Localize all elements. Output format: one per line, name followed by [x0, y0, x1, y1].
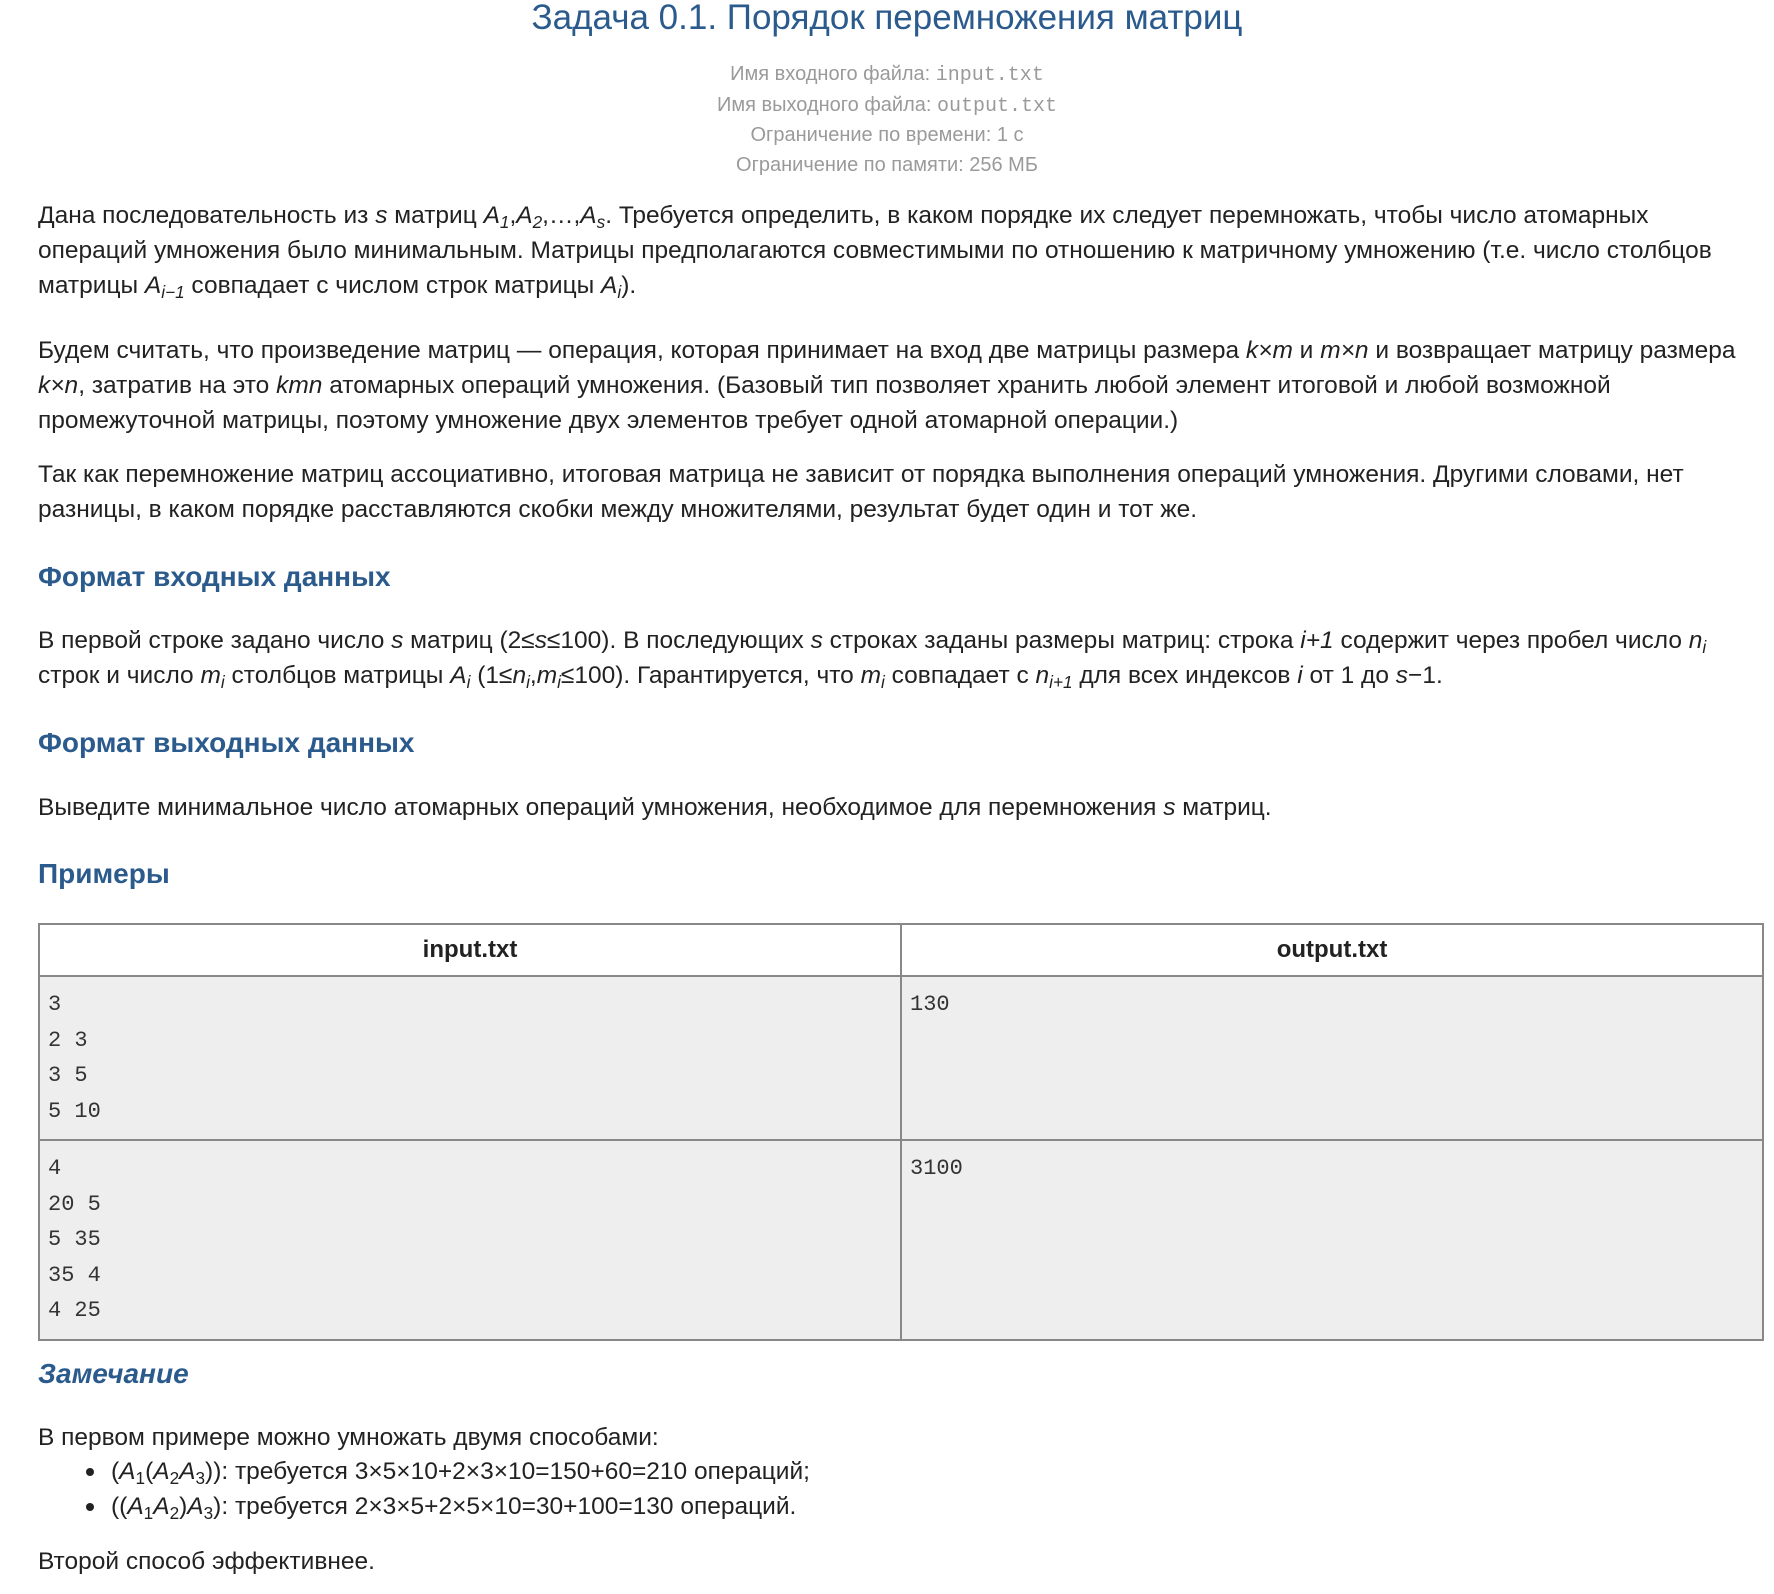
- note-bullet-list: [38, 1454, 810, 1524]
- memory-limit: Ограничение по памяти: 256 МБ: [736, 153, 1038, 176]
- input-file-line: Имя входного файла: input.txt: [730, 63, 1044, 87]
- output-column-header: output.txt: [901, 924, 1763, 976]
- note-intro: В первом примере можно умножать двумя способами:: [38, 1424, 659, 1451]
- input-file-name: input.txt: [935, 64, 1044, 87]
- statement-paragraph-3: Так как перемножение матриц ассоциативно, итоговая матрица не зависит от порядка выполнения операций умножения. Другими словами, нет разницы, в каком порядке расставляются скобки между множителями, результат будет один и тот же.: [38, 461, 1684, 523]
- time-limit: Ограничение по времени: 1 с: [750, 124, 1024, 146]
- example-row: [39, 1140, 1763, 1340]
- statement-paragraph-2: Будем считать, что произведение матриц — операция, которая принимает на вход две матрицы размера k×m и m×n и возвращает матрицу размера k×n, затратив на это kmn атомарных операций умножения. (Базовый тип позволяет хранить любой элемент итоговой и любой возможной промежуточной матрицы, поэтому умножение двух элементов требует одной атомарной операции.): [38, 337, 1736, 434]
- example-output-cell: [901, 976, 1763, 1140]
- note-bullet-2: $((A_1A_2)A_3)$: требуется 2×3×5+2×5×10=30+100=130 операций.: [38, 1489, 810, 1524]
- example-output-line: 3100: [910, 1156, 963, 1181]
- problem-title: Задача 0.1. Порядок перемножения матриц: [531, 0, 1243, 37]
- example-input-cell: [39, 976, 901, 1140]
- note-conclusion: Второй способ эффективнее.: [38, 1548, 375, 1575]
- example-output-cell: [901, 1140, 1763, 1340]
- example-input-line: 4 25: [48, 1298, 101, 1323]
- example-input-line: 20 5: [48, 1191, 101, 1217]
- example-input-line: 3 5: [48, 1063, 88, 1088]
- input-column-header: input.txt: [39, 924, 901, 976]
- note-heading: Замечание: [38, 1358, 189, 1389]
- output-format-heading: Формат выходных данных: [38, 727, 415, 758]
- statement-paragraph-1: Дана последовательность из s матриц $A_1,A_2,\dots,A_s$. Требуется определить, в каком порядке их следует перемножать, чтобы число атомарных операций умножения было минимальным. Матрицы предполагаются совместимыми по отношению к матричному умножению (т.е. число столбцов матрицы $A_{i-1}$ совпадает с числом строк матрицы $A_i$).: [38, 202, 1712, 303]
- example-input-line: 5 10: [48, 1098, 101, 1124]
- input-format-heading: Формат входных данных: [38, 561, 391, 592]
- example-input-line: 35 4: [48, 1262, 101, 1288]
- example-output-line: 130: [910, 992, 950, 1017]
- example-row: [39, 976, 1763, 1140]
- examples-header-row: [39, 924, 1763, 976]
- examples-table: [38, 923, 1764, 1341]
- examples-heading: Примеры: [38, 858, 170, 889]
- example-input-line: 3: [48, 992, 62, 1017]
- example-input-line: 5 35: [48, 1227, 101, 1252]
- problem-limits: [0, 60, 1774, 180]
- input-format-text: В первой строке задано число s матриц (2≤s≤100). В последующих s строках заданы размеры матриц: строка i+1 содержит через пробел число $n_i$ строк и число $m_i$ столбцов матрицы $A_i$ $(1\le n_i,m_i\le 100)$. Гарантируется, что $m_i$ совпадает с $n_{i+1}$ для всех индексов i от 1 до s−1.: [38, 627, 1707, 693]
- output-format-text: Выведите минимальное число атомарных операций умножения, необходимое для перемножения s матриц.: [38, 794, 1272, 821]
- output-file-name: output.txt: [936, 94, 1058, 118]
- example-input-line: 4: [48, 1156, 62, 1181]
- example-input-line: 2 3: [48, 1027, 88, 1053]
- note-bullet-1: $(A_1(A_2A_3))$: требуется 3×5×10+2×3×10=150+60=210 операций;: [38, 1454, 810, 1489]
- example-input-cell: [39, 1140, 901, 1340]
- output-file-line: Имя выходного файла: output.txt: [716, 93, 1058, 118]
